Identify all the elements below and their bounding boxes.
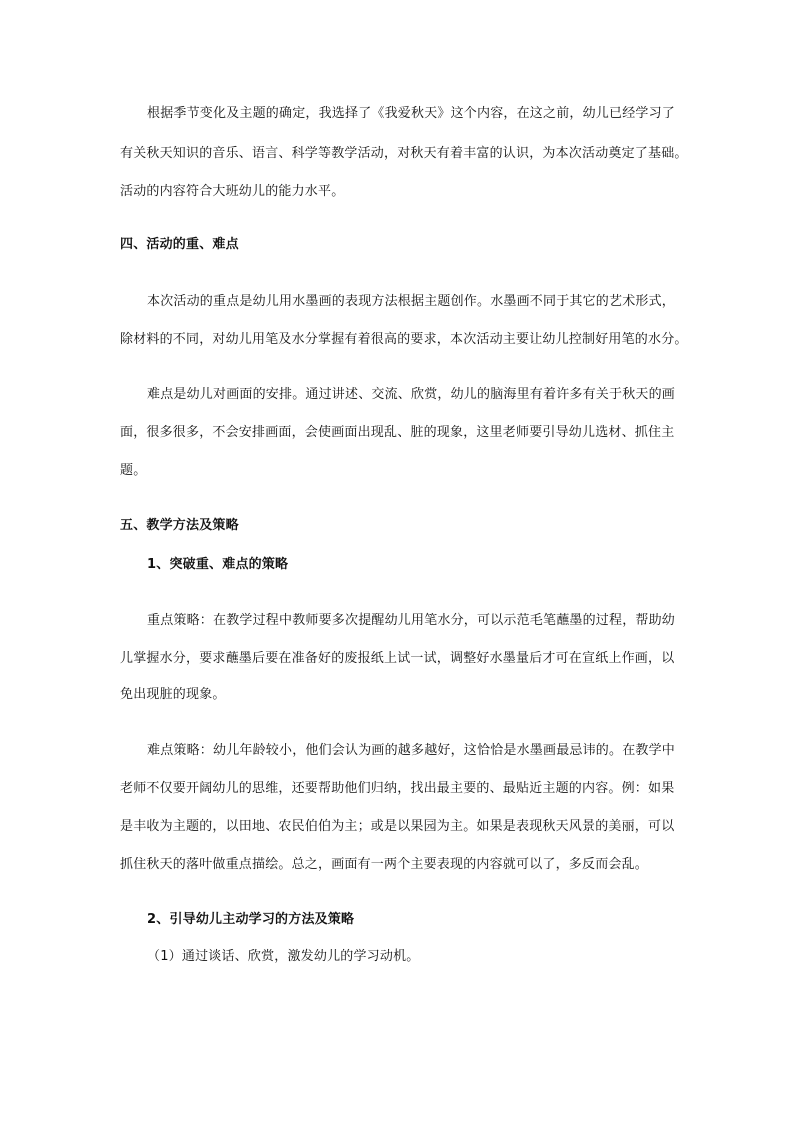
paragraph-5-line-1: 难点策略：幼儿年龄较小，他们会认为画的越多越好，这恰恰是水墨画最忌讳的。在教学中	[147, 743, 676, 758]
paragraph-4-line-2: 儿掌握水分，要求蘸墨后要在准备好的废报纸上试一试，调整好水墨量后才可在宣纸上作画，以	[120, 651, 675, 666]
paragraph-1-line-3: 活动的内容符合大班幼儿的能力水平。	[120, 184, 345, 199]
list-item-1: （1）通过谈话、欣赏，激发幼儿的学习动机。	[147, 949, 420, 964]
paragraph-5-line-3: 是丰收为主题的，以田地、农民伯伯为主；或是以果园为主。如果是表现秋天风景的美丽，可以	[120, 819, 675, 834]
paragraph-1-line-1: 根据季节变化及主题的确定，我选择了《我爱秋天》这个内容，在这之前，幼儿已经学习了	[147, 106, 676, 121]
paragraph-4-line-1: 重点策略：在教学过程中教师要多次提醒幼儿用笔水分，可以示范毛笔蘸墨的过程，帮助幼	[147, 613, 676, 628]
paragraph-3-line-2: 面，很多很多，不会安排画面，会使画面出现乱、脏的现象，这里老师要引导幼儿选材、抓住主	[120, 425, 675, 440]
paragraph-4-line-3: 免出现脏的现象。	[120, 687, 226, 702]
subheading-1: 1、突破重、难点的策略	[147, 557, 289, 572]
paragraph-3-line-3: 题。	[120, 463, 147, 478]
paragraph-2-line-2: 除材料的不同，对幼儿用笔及水分掌握有着很高的要求，本次活动主要让幼儿控制好用笔的水分。	[120, 332, 688, 347]
paragraph-2-line-1: 本次活动的重点是幼儿用水墨画的表现方法根据主题创作。水墨画不同于其它的艺术形式，	[147, 294, 676, 309]
paragraph-1-line-2: 有关秋天知识的音乐、语言、科学等教学活动，对秋天有着丰富的认识，为本次活动奠定了基础。	[120, 146, 688, 161]
section-heading-5: 五、教学方法及策略	[120, 518, 239, 533]
paragraph-5-line-4: 抓住秋天的落叶做重点描绘。总之，画面有一两个主要表现的内容就可以了，多反而会乱。	[120, 857, 649, 872]
paragraph-3-line-1: 难点是幼儿对画面的安排。通过讲述、交流、欣赏，幼儿的脑海里有着许多有关于秋天的画	[147, 387, 676, 402]
subheading-2: 2、引导幼儿主动学习的方法及策略	[147, 912, 355, 927]
paragraph-5-line-2: 老师不仅要开阔幼儿的思维，还要帮助他们归纳，找出最主要的、最贴近主题的内容。例：如果	[120, 781, 675, 796]
section-heading-4: 四、活动的重、难点	[120, 237, 239, 252]
